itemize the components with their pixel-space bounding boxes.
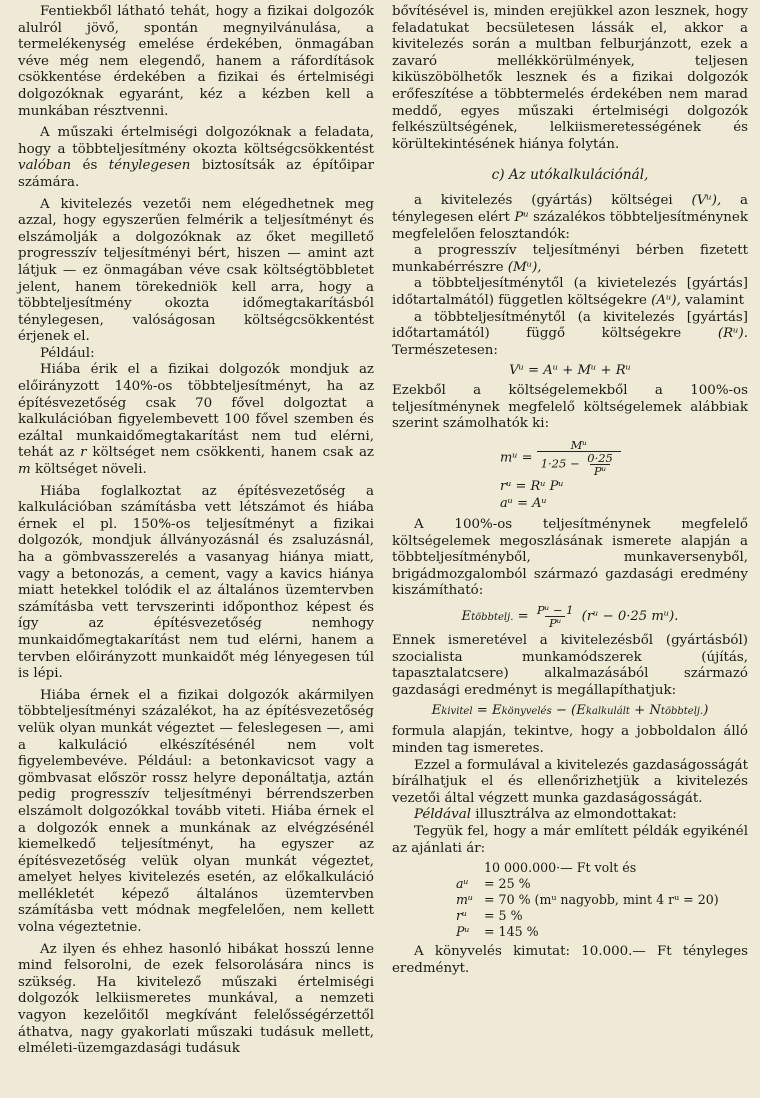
example-data-list <box>456 860 748 940</box>
paragraph: formula alapján, tekintve, hogy a jobboldalon álló minden tag ismeretes. <box>392 724 748 756</box>
paragraph: Tegyük fel, hogy a már említett példák egyikénél az ajánlati ár: <box>392 823 748 856</box>
list-item: a többteljesítménytől (a kivietelezés [gyártás] időtartalmától) független költségekre (Aᵘ), valamint <box>392 276 748 308</box>
paragraph: A 100%-os teljesítménynek megfelelő költségelemek megoszlásának ismerete alapján a többteljesítményből, munkaversenyből, brigádmozgalomból származó gazdasági eredmény kiszámítható: <box>392 517 748 599</box>
equation-a: aᵘ = Aᵘ <box>500 496 547 512</box>
data-row: mᵘ = 70 % (mᵘ nagyobb, mint 4 rᵘ = 20) <box>456 892 719 908</box>
paragraph: bővítésével is, minden erejükkel azon lesznek, hogy feladatukat becsületesen lássák el, akkor a kivitelezés során a multban felburjánzott, ezek a zavaró mellékkörülmények, teljesen kiküszöbölhetők lesznek és a fizikai dolgozók erőfeszítése a többtermelés érdekében nem marad meddő, egyes műszaki értelmiségi dolgozók felkészültségének, lelkiismeretességének és körültekintésének hiánya folytán. <box>392 4 748 152</box>
equation-execution: Ekivitel = Ekönyvelés − (Ekalkulált + Ntöbbtelj.) <box>431 703 709 719</box>
example-label: Például: <box>40 345 95 361</box>
paragraph: Hiába érnek el a fizikai dolgozók akármilyen többteljesítményi százalékot, ha az építésvezetőség velük olyan munkát végeztet — feleslegesen —, ami a kalkuláció elkészítésénél nem volt figyelembevéve. Például: a betonkavicsot vagy a gömbvasat először rossz helyre deponáltatja, aztán pedig progresszív teljesítményi bérrendszerben elszámolt dolgozókkal tovább viteti. Hiába érnek el a dolgozók ennek a munkának az elvégzésénél kiemelkedő teljesítményt, ha egyszer az építésvezetőség velük olyan munkát végeztet, amelyet helyes kivitelezés esetén, az előkalkuláció mellékletét képező általános üzemtervben számításba vett módnak megfelelően, nem kellett volna végeztetnie. <box>18 687 374 936</box>
equation-m: mᵘ = Mᵘ 1·25 − $\frac{0\cdot 25}{\text{Pᵘ}}$ <box>500 439 748 477</box>
paragraph: A könyvelés kimutat: 10.000.— Ft tényleges eredményt. <box>392 944 748 976</box>
paragraph: Ezekből a költségelemekből a 100%-os teljesítménynek megfelelő költségelemek alábbiak szerint számolhatók ki: <box>392 383 748 432</box>
equation-total-cost: Vᵘ = Aᵘ + Mᵘ + Rᵘ <box>509 363 631 379</box>
equation-result: Etöbbtelj. = $\frac{\text{Pᵘ − 1}}{\text{Pᵘ}}$ (rᵘ − 0·25 mᵘ). <box>461 603 679 631</box>
paragraph: Fentiekből látható tehát, hogy a fizikai dolgozók alulról jövő, spontán megnyilvánulása, a termelékenység emelése érdekében, önmagában véve még nem elegendő, hanem a ráfordítások csökkentése érdekében a fizikai és értelmiségi dolgozóknak egyaránt, kéz a kézben kell a munkában résztvenni. <box>18 4 374 119</box>
paragraph: Hiába foglalkoztat az építésvezetőség a kalkulációban számításba vett létszámot és hiába érnek el pl. 150%-os teljesítményt a fizikai dolgozók, mondjuk állványozásnál és zsaluzásnál, ha a gömbvasszerelés a vasanyag hiánya miatt, vagy a betonozás, a cement, vagy a kavics hiánya miatt hetekkel tolódik el az általános üzemtervben számításba vett tervszerinti időponthoz képest és így az építésvezetőség nemhogy munkaidőmegtakarítást nem tud elérni, hanem a tervben előirányzott munkaidőt még lényegesen túl is lépi. <box>18 483 374 682</box>
paragraph: a kivitelezés (gyártás) költségei (Vᵘ), a ténylegesen elért Pᵘ százalékos többteljesítménynek megfelelően felosztandók: <box>392 193 749 242</box>
paragraph: Példával illusztrálva az elmondottakat: <box>414 807 677 823</box>
paragraph: Ezzel a formulával a kivitelezés gazdaságosságát bírálhatjuk el és ellenőrizhetjük a kivitelezés vezetői által végzett munka gazdaságosságát. <box>392 757 748 806</box>
data-row: 10 000.000·— Ft volt és <box>484 860 637 876</box>
list-item: a progresszív teljesítményi bérben fizetett munkabérrészre (Mᵘ), <box>392 243 748 275</box>
equation-r: rᵘ = Rᵘ Pᵘ <box>500 479 564 495</box>
left-column <box>18 4 374 1098</box>
paragraph: Hiába érik el a fizikai dolgozók mondjuk az előirányzott 140%-os többteljesítményt, ha az építésvezetőség csak 70 fővel dolgoztat a kalkulációban figyelembevett 100 fővel szemben és ezáltal munkaidőmegtakarítást nem tud elérni, tehát az r költséget nem csökkenti, hanem csak az m költséget növeli. <box>18 362 374 478</box>
data-row: Pᵘ = 145 % <box>456 924 539 940</box>
paragraph: A kivitelezés vezetői nem elégedhetnek meg azzal, hogy egyszerűen felmérik a teljesítményt és elszámolják a dolgozóknak az őket megillető progresszív teljesítményi bért, hiszen — amint azt látjuk — ez önmagában véve csak költségtöbbletet jelent, hanem törekedniök kell arra, hogy a többteljesítmény okozta időmegtakarításból ténylegesen, valóságosan költségcsökkentést érjenek el. <box>18 196 374 345</box>
section-heading: c) Az utókalkulációnál, <box>491 167 649 184</box>
right-column <box>388 4 748 1098</box>
paragraph: Az ilyen és ehhez hasonló hibákat hosszú lenne mind felsorolni, de ezek felsorolására nincs is szükség. Ha kivitelező műszaki értelmiségi dolgozók lelkiismeretes munkával, a nemzeti vagyon kezelőitől megkívánt felelősségérzettől áthatva, nagy gyakorlati műszaki tudásuk mellett, elméleti-üzemgazdasági tudásuk <box>18 941 374 1057</box>
equation-block <box>500 439 748 511</box>
data-row: aᵘ = 25 % <box>456 876 531 892</box>
paragraph: A műszaki értelmiségi dolgozóknak a feladata, hogy a többteljesítmény okozta költségcsökkentést valóban és ténylegesen biztosítsák az építőipar számára. <box>18 125 375 190</box>
data-row: rᵘ = 5 % <box>456 908 523 924</box>
paragraph: Ennek ismeretével a kivitelezésből (gyártásból) szocialista munkamódszerek (újítás, tapasztalatcsere) alkalmazásából származó gazdasági eredményt is megállapíthatjuk: <box>392 633 748 698</box>
list-item: a többteljesítménytől (a kivitelezés [gyártás] időtartamától) függő költségekre (Rᵘ). Természetesen: <box>392 309 748 358</box>
